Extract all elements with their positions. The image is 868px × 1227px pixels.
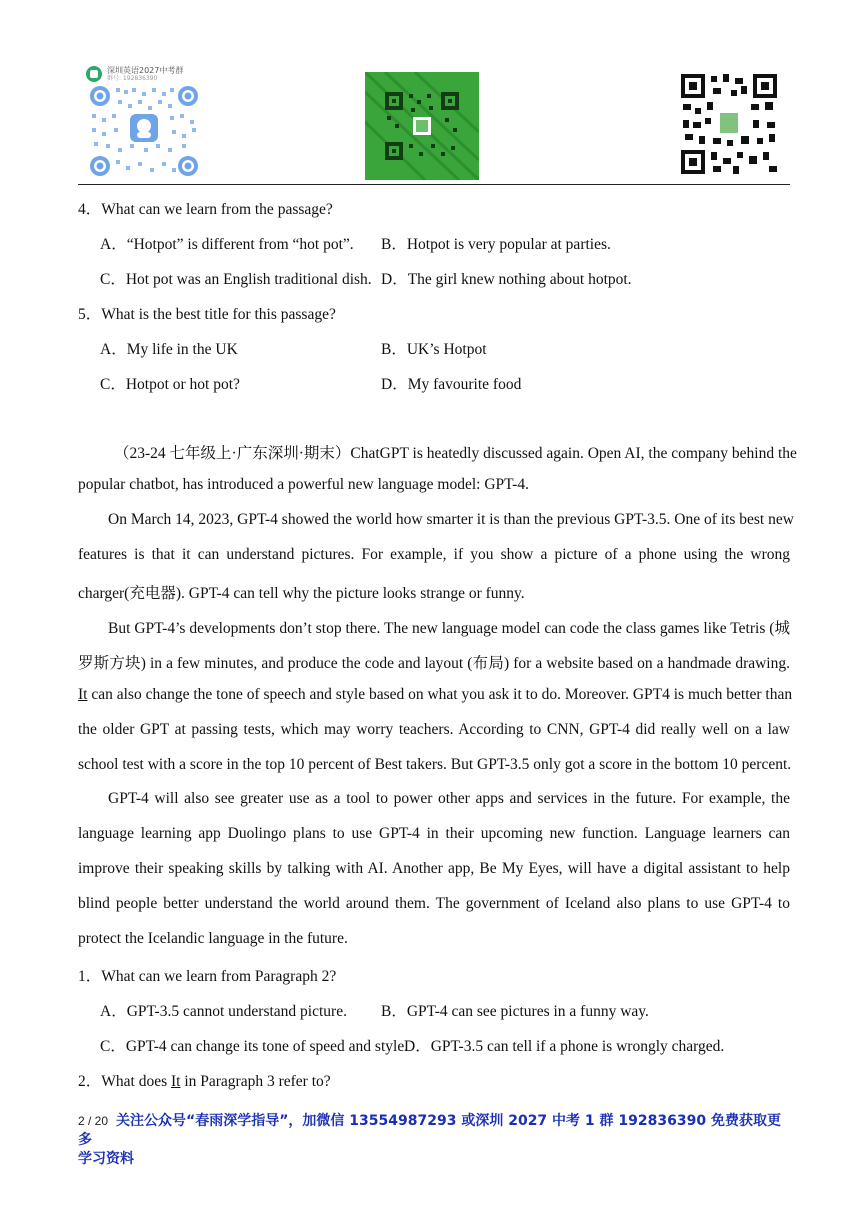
q5-option-a: A．My life in the UK — [100, 341, 238, 358]
question-5: 5．What is the best title for this passage? — [78, 306, 336, 323]
green-qr-code-icon — [365, 72, 479, 180]
footer-note-line2: 学习资料 — [78, 1151, 134, 1167]
question-2: 2．What does It in Paragraph 3 refer to? — [78, 1073, 331, 1090]
passage-p4-line4: blind people better understand the world around them. The government of Iceland also plans to use GPT-4 to — [78, 895, 790, 912]
q1-option-c: C．GPT-4 can change its tone of speed and style. — [100, 1038, 409, 1055]
q4-option-a: A．“Hotpot” is different from “hot pot”. — [100, 236, 354, 253]
page-number: 2 / 20 — [78, 1114, 109, 1128]
question-2-underlined-it: It — [170, 1073, 181, 1090]
passage-p2-line2: features is that it can understand pictures. For example, if you show a picture of a phone using the wrong — [78, 546, 790, 563]
q4-option-b: B．Hotpot is very popular at parties. — [381, 236, 611, 253]
passage-p3-line3: It can also change the tone of speech and style based on what you ask it to do. Moreover. GPT4 is much better than — [78, 686, 793, 703]
wechat-group-qr — [86, 66, 202, 182]
passage-p1-line2: popular chatbot, has introduced a powerful new language model: GPT-4. — [78, 476, 529, 493]
passage-p3-line5: school test with a score in the top 10 percent of Best takers. But GPT-3.5 only got a score in the bottom 10 percent. — [78, 756, 792, 773]
q5-option-c: C．Hotpot or hot pot? — [100, 376, 240, 393]
page-footer — [78, 1112, 790, 1169]
passage-p4-line3: improve their speaking skills by talking with AI. Another app, Be My Eyes, will have a digital assistant to help — [78, 860, 790, 877]
question-1: 1．What can we learn from Paragraph 2? — [78, 968, 337, 985]
q5-option-b: B．UK’s Hotpot — [381, 341, 487, 358]
wechat-group-logo-icon — [86, 66, 102, 82]
blue-qr-code-icon — [86, 82, 202, 180]
footer-note-line1: 关注公众号“春雨深学指导”，加微信 13554987293 或深圳 2027 中考 1 群 192836390 免费获取更多 — [78, 1113, 781, 1148]
passage-p4-line2: language learning app Duolingo plans to use GPT-4 in their upcoming new function. Language learners can — [78, 825, 790, 842]
question-4: 4．What can we learn from the passage? — [78, 201, 333, 218]
page-header — [0, 0, 868, 190]
q1-option-a: A．GPT-3.5 cannot understand picture. — [100, 1003, 347, 1020]
passage-p4-line5: protect the Icelandic language in the future. — [78, 930, 348, 947]
black-qr-code-icon — [679, 72, 779, 176]
q1-option-b: B．GPT-4 can see pictures in a funny way. — [381, 1003, 649, 1020]
passage-p3-line1: But GPT-4’s developments don’t stop there. The new language model can code the class games like Tetris (城 — [108, 620, 790, 637]
header-divider — [78, 184, 790, 185]
passage-p2-line1: On March 14, 2023, GPT-4 showed the world how smarter it is than the previous GPT-3.5. One of its best new — [108, 511, 794, 528]
q4-option-c: C．Hot pot was an English traditional dish. — [100, 271, 372, 288]
passage-p3-line4: the older GPT at passing tests, which may worry teachers. According to CNN, GPT-4 did really well on a law — [78, 721, 790, 738]
passage-p2-line3: charger(充电器). GPT-4 can tell why the picture looks strange or funny. — [78, 585, 525, 602]
q1-option-d: D．GPT-3.5 can tell if a phone is wrongly charged. — [404, 1038, 725, 1055]
q5-option-d: D．My favourite food — [381, 376, 522, 393]
passage-p1-line1: （23-24 七年级上·广东深圳·期末）ChatGPT is heatedly discussed again. Open AI, the company behind the — [114, 445, 797, 462]
passage-p3-line2: 罗斯方块) in a few minutes, and produce the code and layout (布局) for a website based on a handmade drawing. — [78, 655, 790, 672]
q4-option-d: D．The girl knew nothing about hotpot. — [381, 271, 632, 288]
qr-group-id: 群号: 192836390 — [107, 75, 158, 82]
qr-group-name: 深圳英语2027中考群 — [107, 66, 184, 75]
underlined-it: It — [78, 686, 88, 703]
passage-p4-line1: GPT-4 will also see greater use as a tool to power other apps and services in the future. For example, the — [108, 790, 790, 807]
